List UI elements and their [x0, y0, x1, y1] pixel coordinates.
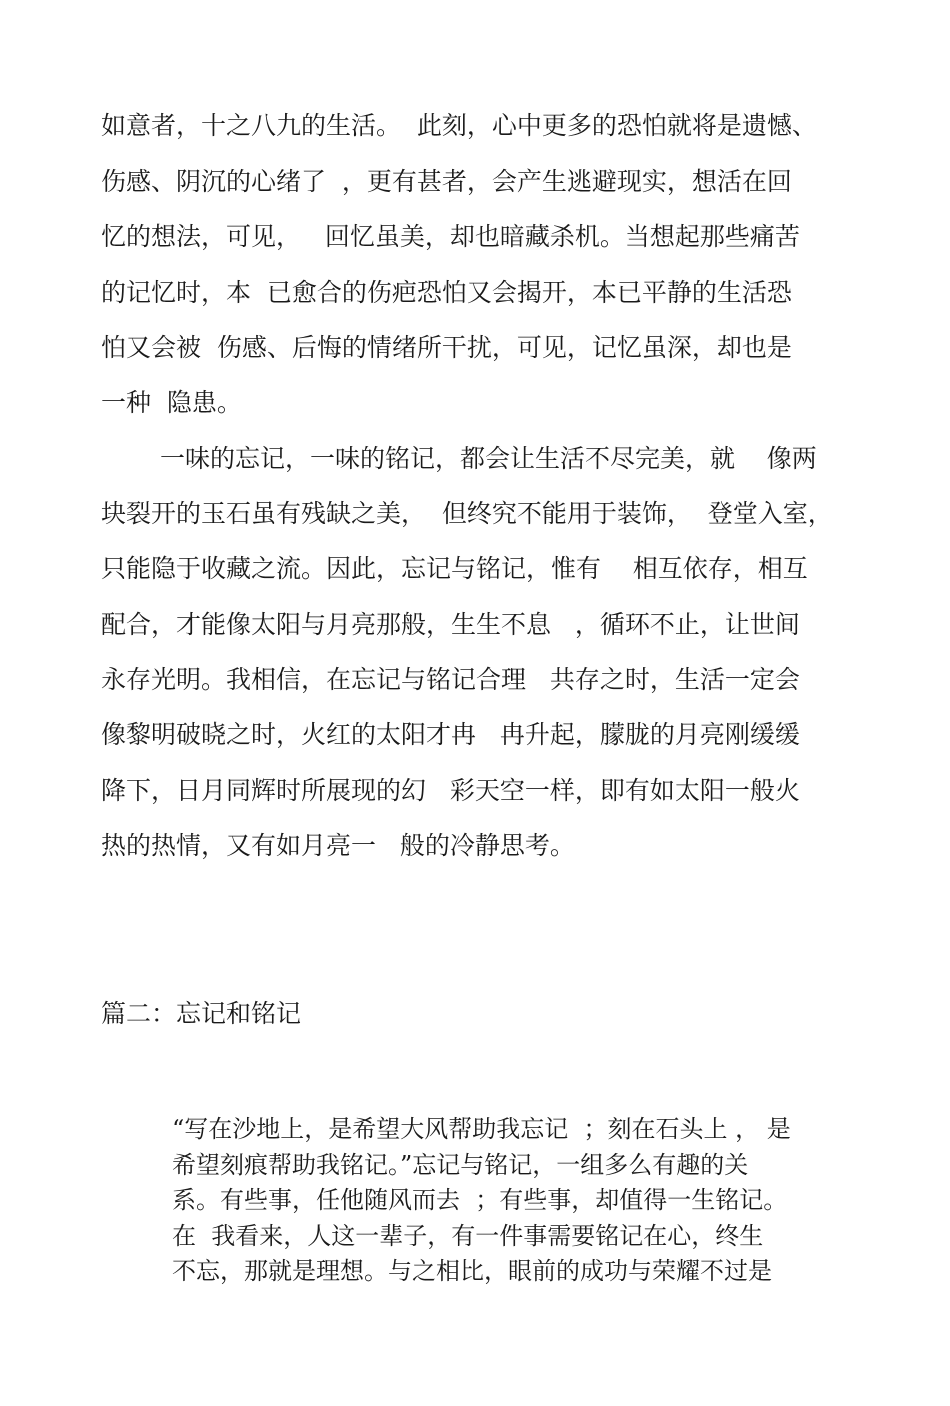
text-line: 一种 隐患。: [101, 388, 242, 417]
text-line: 降下，日月同辉时所展现的幻 彩天空一样，即有如太阳一般火: [101, 776, 800, 805]
text-line: 如意者，十之八九的生活。 此刻，心中更多的恐怕就将是遗憾、: [101, 111, 817, 140]
text-line: 配合，才能像太阳与月亮那般，生生不息 ，循环不止，让世间: [101, 610, 800, 639]
text-line: “写在沙地上，是希望大风帮助我忘记 ；刻在石头上 ， 是: [172, 1115, 791, 1143]
text-line: 不忘，那就是理想。与之相比，眼前的成功与荣耀不过是: [172, 1257, 772, 1285]
text-line: 永存光明。我相信，在忘记与铭记合理 共存之时，生活一定会: [101, 665, 800, 694]
section-heading: 篇二：忘记和铭记: [101, 999, 302, 1028]
text-line: 怕又会被 伤感、后悔的情绪所干扰，可见，记忆虽深，却也是: [101, 333, 792, 362]
text-line: 一味的忘记，一味的铭记，都会让生活不尽完美，就 像两: [160, 444, 817, 473]
text-line: 的记忆时，本 已愈合的伤疤恐怕又会揭开，本已平静的生活恐: [101, 278, 792, 307]
text-line: 像黎明破晓之时，火红的太阳才冉 冉升起，朦胧的月亮刚缓缓: [101, 720, 800, 749]
text-line: 系。有些事，任他随风而去 ；有些事，却值得一生铭记。: [172, 1186, 788, 1214]
text-line: 在 我看来，人这一辈子，有一件事需要铭记在心，终生: [172, 1222, 764, 1250]
text-line: 只能隐于收藏之流。因此，忘记与铭记，惟有 相互依存，相互: [101, 554, 808, 583]
text-line: 忆的想法，可见， 回忆虽美，却也暗藏杀机。当想起那些痛苦: [101, 222, 800, 251]
text-line: 热的热情，又有如月亮一 般的冷静思考。: [101, 831, 575, 860]
text-line: 块裂开的玉石虽有残缺之美， 但终究不能用于装饰， 登堂入室，: [101, 499, 833, 528]
text-line: 伤感、阴沉的心绪了 ，更有甚者，会产生逃避现实，想活在回: [101, 167, 792, 196]
text-line: 希望刻痕帮助我铭记。”忘记与铭记，一组多么有趣的关: [172, 1151, 749, 1179]
